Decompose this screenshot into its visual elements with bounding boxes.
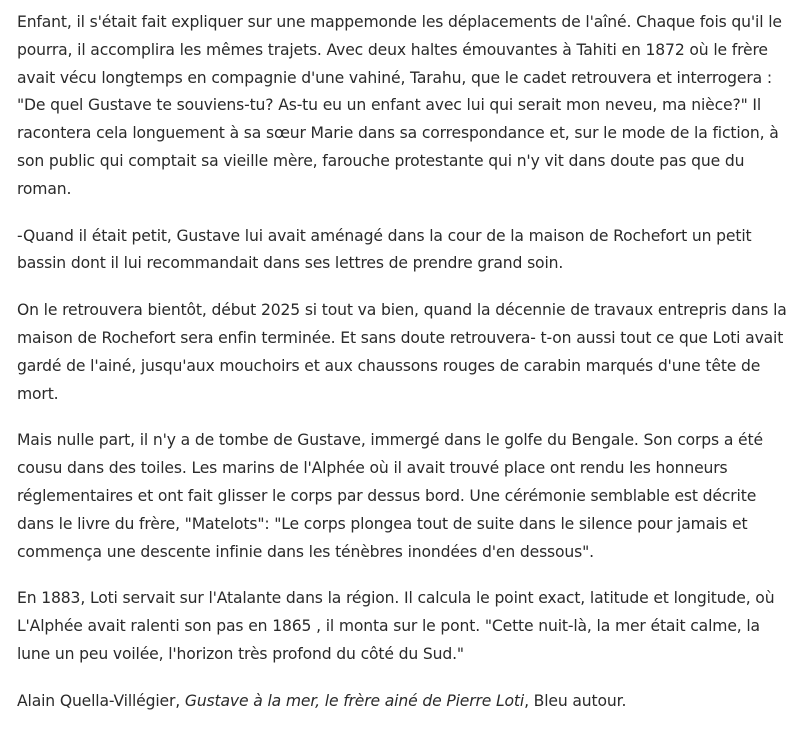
paragraph-rochefort-house: On le retrouvera bientôt, début 2025 si tout va bien, quand la décennie de travaux entrepris dans la maison de Rochefort sera enfin terminée. Et sans doute retrouvera- t-on aussi tout ce que Loti avait gardé de l'ainé, jusqu'aux mouchoirs et aux chaussons rouges de carabin marqués d'une tête de mort. — [17, 301, 787, 403]
paragraph-garden-basin: -Quand il était petit, Gustave lui avait aménagé dans la cour de la maison de Rochefort un petit bassin dont il lui recommandait dans ses lettres de prendre grand soin. — [17, 226, 752, 273]
book-credit — [17, 688, 791, 716]
credit-publisher: , Bleu autour. — [524, 691, 627, 710]
paragraph-burial-at-sea: Mais nulle part, il n'y a de tombe de Gustave, immergé dans le golfe du Bengale. Son corps a été cousu dans des toiles. Les marins de l'Alphée où il avait trouvé place ont rendu les honneurs réglementaires et ont fait glisser le corps par dessus bord. Une cérémonie semblable est décrite dans le livre du frère, "Matelots": "Le corps plongea tout de suite dans le silence pour jamais et commença une descente infinie dans les ténèbres inondées d'en dessous". — [17, 431, 763, 561]
paragraph-childhood-map: Enfant, il s'était fait expliquer sur une mappemonde les déplacements de l'aîné. Chaque fois qu'il le pourra, il accomplira les mêmes trajets. Avec deux haltes émouvantes à Tahiti en 1872 où le frère avait vécu longtemps en compagnie d'une vahiné, Tarahu, que le cadet retrouvera et interrogera : "De quel Gustave te souviens-tu? As-tu eu un enfant avec lui qui serait mon neveu, ma nièce?" Il racontera cela longuement à sa sœur Marie dans sa correspondance et, sur le mode de la fiction, à son public qui comptait sa vieille mère, farouche protestante qui n'y vit dans doute pas que du roman. — [17, 13, 782, 198]
credit-author: Alain Quella-Villégier, — [17, 691, 181, 710]
paragraph-atalante-1883: En 1883, Loti servait sur l'Atalante dans la région. Il calcula le point exact, latitude et longitude, où L'Alphée avait ralenti son pas en 1865 , il monta sur le pont. "Cette nuit-là, la mer était calme, la lune un peu voilée, l'horizon très profond du côté du Sud." — [17, 589, 775, 663]
credit-book-title: Gustave à la mer, le frère ainé de Pierre Loti — [184, 691, 525, 710]
